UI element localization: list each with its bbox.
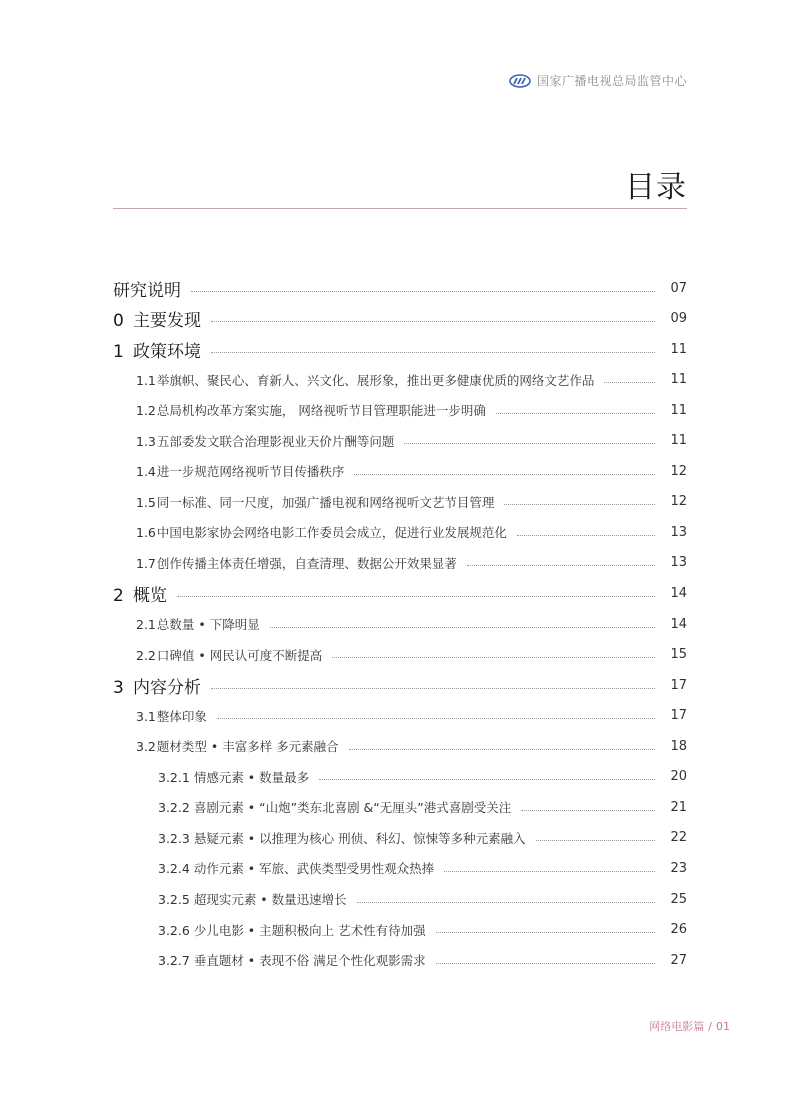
toc-entry-text: 同一标准、同一尺度，加强广播电视和网络视听文艺节目管理	[156, 494, 495, 510]
toc-entry-page-number: 09	[670, 311, 687, 327]
toc-entry[interactable]	[113, 854, 687, 882]
toc-entry-number: 3.2.7	[158, 953, 190, 969]
toc-entry-label	[113, 523, 507, 541]
toc-entry-text: 概览	[133, 586, 167, 606]
toc-entry-page-number: 22	[670, 830, 687, 846]
toc-entry-page-number: 11	[670, 402, 687, 418]
dot-leader	[211, 688, 655, 689]
toc-entry-label	[113, 737, 339, 755]
toc-entry-label	[113, 554, 457, 572]
toc-entry-page-number: 07	[670, 280, 687, 296]
toc-entry-text: 超现实元素 • 数量迅速增长	[193, 892, 347, 907]
toc-entry-page-number: 12	[670, 463, 687, 479]
toc-entry-number: 3.2.2	[158, 800, 190, 816]
toc-entry-label	[113, 371, 594, 389]
toc-entry-text: 题材类型 • 丰富多样 多元素融合	[156, 739, 339, 755]
dot-leader	[521, 810, 655, 811]
toc-entry[interactable]	[113, 641, 687, 669]
toc-entry-number: 2	[113, 586, 124, 606]
toc-entry-label	[113, 306, 201, 331]
toc-entry-number: 3.2.4	[158, 861, 190, 877]
toc-entry-label	[113, 646, 322, 664]
dot-leader	[467, 565, 655, 566]
toc-entry-text: 主要发现	[133, 311, 201, 332]
toc-entry-label	[113, 673, 201, 698]
toc-entry[interactable]	[113, 580, 687, 608]
toc-entry-text: 总数量 • 下降明显	[156, 617, 260, 633]
toc-entry[interactable]	[113, 335, 687, 363]
toc-entry-number: 2.2	[136, 647, 156, 663]
toc-entry[interactable]	[113, 946, 687, 974]
toc-entry-text: 动作元素 • 军旅、武侠类型受男性观众热捧	[193, 861, 435, 877]
toc-entry-text: 政策环境	[133, 341, 201, 362]
dot-leader	[404, 443, 655, 444]
toc-entry[interactable]	[113, 518, 687, 546]
toc-entry-number: 1.7	[136, 555, 156, 571]
dot-leader	[604, 382, 655, 383]
dot-leader	[357, 902, 655, 903]
toc-entry-text: 整体印象	[156, 708, 207, 724]
dot-leader	[177, 596, 655, 597]
toc-entry-page-number: 14	[670, 586, 687, 601]
toc-entry-label	[113, 581, 167, 606]
toc-entry-text: 喜剧元素 • “山炮”类东北喜剧 &“无厘头”港式喜剧受关注	[193, 800, 512, 816]
toc-entry[interactable]	[113, 763, 687, 791]
toc-entry[interactable]	[113, 885, 687, 913]
toc-entry-page-number: 15	[670, 647, 687, 663]
dot-leader	[270, 627, 655, 628]
toc-entry-page-number: 26	[670, 922, 687, 938]
toc-entry-text: 五部委发文联合治理影视业天价片酬等问题	[156, 433, 395, 449]
toc-entry-number: 3	[113, 677, 124, 698]
dot-leader	[436, 932, 655, 933]
toc-entry-page-number: 14	[670, 616, 687, 632]
toc-entry-number: 3.2.3	[158, 830, 190, 846]
dot-leader	[217, 718, 655, 719]
toc-entry-page-number: 11	[670, 372, 687, 388]
toc-entry-number: 1.2	[136, 403, 156, 419]
toc-entry-page-number: 21	[670, 799, 687, 815]
toc-entry[interactable]	[113, 916, 687, 944]
toc-entry-text: 情感元素 • 数量最多	[193, 769, 310, 785]
title-divider	[113, 208, 687, 209]
toc-entry[interactable]	[113, 793, 687, 821]
toc-entry-page-number: 18	[670, 738, 687, 754]
toc-entry[interactable]	[113, 671, 687, 699]
page-header	[509, 72, 687, 89]
toc-entry-label	[113, 707, 207, 725]
dot-leader	[536, 840, 655, 841]
toc-entry-number: 1	[113, 341, 124, 362]
dot-leader	[191, 291, 655, 292]
toc-entry-text: 创作传播主体责任增强，自查清理、数据公开效果显著	[156, 555, 457, 571]
dot-leader	[504, 504, 655, 505]
dot-leader	[332, 657, 655, 658]
dot-leader	[211, 352, 655, 353]
toc-entry-number: 3.2.5	[158, 892, 190, 907]
toc-entry-text: 举旗帜、聚民心、育新人、兴文化、展形象，推出更多健康优质的网络文艺作品	[156, 372, 595, 388]
toc-entry[interactable]	[113, 488, 687, 516]
dot-leader	[444, 871, 655, 872]
toc-entry-page-number: 17	[670, 677, 687, 693]
toc-entry-text: 研究说明	[113, 280, 181, 301]
toc-entry-label	[113, 829, 526, 847]
toc-entry-number: 3.1	[136, 708, 156, 724]
toc-entry-page-number: 11	[670, 433, 687, 449]
toc-entry-text: 垂直题材 • 表现不俗 满足个性化观影需求	[193, 953, 426, 969]
toc-entry-page-number: 13	[670, 524, 687, 540]
toc-entry-text: 总局机构改革方案实施， 网络视听节目管理职能进一步明确	[156, 403, 486, 419]
toc-entry-label	[113, 615, 260, 633]
toc-entry-label	[113, 768, 309, 786]
toc-entry-text: 口碑值 • 网民认可度不断提高	[156, 647, 323, 663]
toc-entry[interactable]	[113, 396, 687, 424]
toc-entry-page-number: 25	[670, 891, 687, 907]
toc-entry[interactable]	[113, 427, 687, 455]
toc-entry-label	[113, 951, 426, 969]
toc-entry-number: 1.4	[136, 464, 156, 480]
dot-leader	[211, 321, 655, 322]
toc-entry-page-number: 27	[670, 952, 687, 968]
toc-entry-number: 1.6	[136, 525, 156, 541]
footer-separator: /	[708, 1020, 712, 1033]
toc-entry-text: 少儿电影 • 主题积极向上 艺术性有待加强	[193, 922, 426, 938]
toc-entry-page-number: 23	[670, 860, 687, 876]
toc-entry-number: 2.1	[136, 617, 156, 633]
toc-entry-number: 3.2.6	[158, 922, 190, 938]
toc-entry-page-number: 12	[670, 494, 687, 510]
toc-entry-label	[113, 493, 494, 511]
toc-entry-label	[113, 432, 394, 450]
page-title: 目录	[625, 170, 687, 205]
dot-leader	[354, 474, 655, 475]
dot-leader	[517, 535, 655, 536]
toc-entry[interactable]	[113, 702, 687, 730]
toc-entry-label	[113, 890, 347, 908]
footer-page-number: 01	[716, 1020, 730, 1033]
toc-entry-page-number: 13	[670, 555, 687, 571]
toc-entry[interactable]	[113, 366, 687, 394]
toc-entry[interactable]	[113, 305, 687, 333]
toc-entry-text: 内容分析	[133, 677, 201, 698]
footer-section: 网络电影篇	[649, 1020, 705, 1033]
toc-entry[interactable]	[113, 824, 687, 852]
dot-leader	[436, 963, 655, 964]
toc-entry-label	[113, 276, 181, 301]
org-logo-icon	[509, 74, 531, 88]
toc-entry-label	[113, 859, 434, 877]
toc-entry[interactable]	[113, 274, 687, 302]
toc-entry-page-number: 11	[670, 341, 687, 357]
toc-entry-text: 悬疑元素 • 以推理为核心 刑侦、科幻、惊悚等多种元素融入	[193, 830, 526, 846]
toc-entry-label	[113, 401, 486, 419]
toc-entry-number: 1.1	[136, 372, 156, 388]
dot-leader	[349, 749, 655, 750]
toc-entry-page-number: 20	[670, 769, 687, 785]
toc-entry-label	[113, 921, 426, 939]
toc-entry-page-number: 17	[670, 708, 687, 724]
org-name: 国家广播电视总局监管中心	[536, 74, 687, 88]
page-footer	[649, 1018, 730, 1034]
toc-entry-number: 3.2	[136, 739, 156, 755]
toc-entry-text: 进一步规范网络视听节目传播秩序	[156, 464, 345, 480]
toc-entry[interactable]	[113, 457, 687, 485]
toc-entry[interactable]	[113, 732, 687, 760]
dot-leader	[496, 413, 655, 414]
dot-leader	[319, 779, 655, 780]
toc-entry-number: 3.2.1	[158, 769, 190, 785]
toc-entry[interactable]	[113, 610, 687, 638]
toc-entry[interactable]	[113, 549, 687, 577]
toc-entry-number: 1.3	[136, 433, 156, 449]
toc-entry-label	[113, 798, 511, 816]
toc-entry-label	[113, 337, 201, 362]
toc-entry-number: 0	[113, 311, 124, 332]
toc-entry-number: 1.5	[136, 494, 156, 510]
toc-entry-label	[113, 462, 344, 480]
toc-entry-text: 中国电影家协会网络电影工作委员会成立，促进行业发展规范化	[156, 525, 507, 541]
